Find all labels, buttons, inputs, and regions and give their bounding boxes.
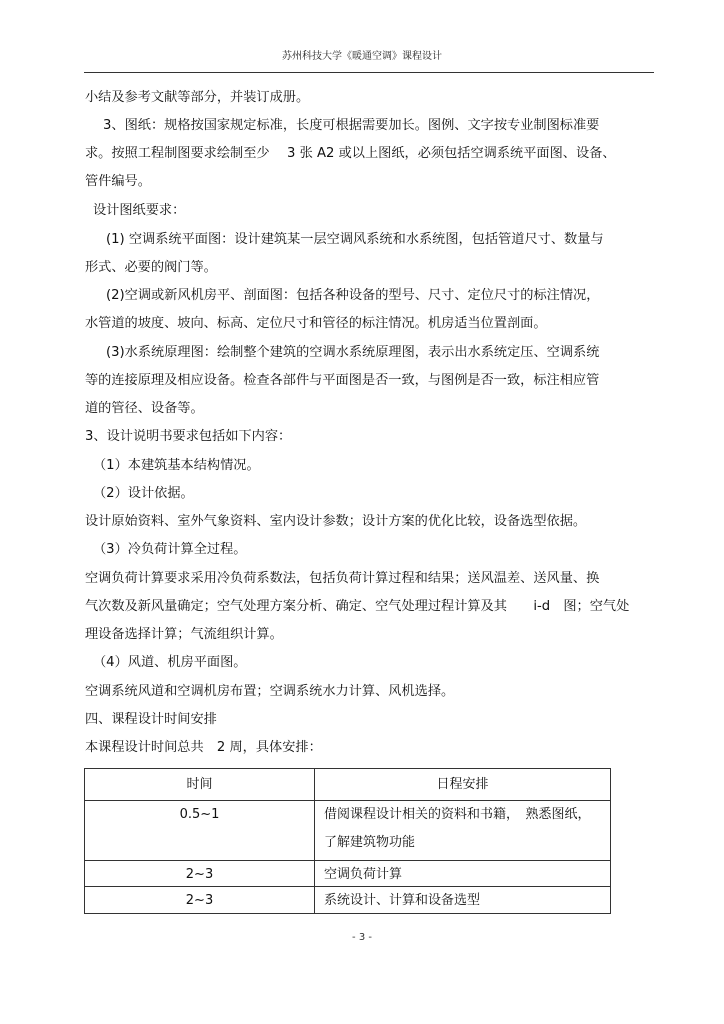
page-header: 苏州科技大学《暖通空调》课程设计 [282,51,442,62]
body-line: 道的管径、设备等。 [85,401,204,416]
plan-text: 借阅课程设计相关的资料和书籍， 熟悉图纸， [324,807,591,823]
body-line: 空调负荷计算要求采用冷负荷系数法，包括负荷计算过程和结果；送风温差、送风量、换 [85,571,600,586]
body-line: （4）风道、机房平面图。 [93,655,247,670]
table-header-row [85,769,611,801]
time-cell: 2~3 [85,860,315,887]
body-line: (2)空调或新风机房平、剖面图：包括各种设备的型号、尺寸、定位尺寸的标注情况， [106,288,600,303]
body-line: (1) 空调系统平面图：设计建筑某一层空调风系统和水系统图，包括管道尺寸、数量与 [106,232,604,247]
time-cell: 0.5~1 [85,801,315,861]
page-number: - 3 - [352,932,372,943]
plan-cell [315,801,611,861]
table-row [85,860,611,887]
column-header-plan: 日程安排 [315,769,611,801]
column-header-time: 时间 [85,769,315,801]
body-line: (3)水系统原理图：绘制整个建筑的空调水系统原理图，表示出水系统定压、空调系统 [106,345,600,360]
body-line: 等的连接原理及相应设备。检查各部件与平面图是否一致，与图例是否一致，标注相应管 [85,373,600,388]
header-divider [84,72,654,73]
body-line: 理设备选择计算；气流组织计算。 [85,627,283,642]
body-line: 小结及参考文献等部分，并装订成册。 [85,90,310,105]
plan-text: 了解建筑物功能 [324,835,416,851]
plan-text: 系统设计、计算和设备选型 [324,893,481,909]
plan-cell [315,860,611,887]
body-line: （3）冷负荷计算全过程。 [93,542,247,557]
table-row [85,801,611,861]
body-line: 本课程设计时间总共 2 周，具体安排： [85,740,322,755]
body-line: 形式、必要的阀门等。 [85,260,217,275]
body-line: 空调系统风道和空调机房布置；空调系统水力计算、风机选择。 [85,684,455,699]
body-line: 设计原始资料、室外气象资料、室内设计参数；设计方案的优化比较，设备选型依据。 [85,514,587,529]
body-line: 3、图纸：规格按国家规定标准，长度可根据需要加长。图例、文字按专业制图标准要 [103,118,600,133]
time-cell: 2~3 [85,887,315,914]
table-row [85,887,611,914]
body-line: 水管道的坡度、坡向、标高、定位尺寸和管径的标注情况。机房适当位置剖面。 [85,316,547,331]
body-line: 设计图纸要求： [93,203,186,218]
plan-text: 空调负荷计算 [324,866,403,882]
body-line: 求。按照工程制图要求绘制至少 3 张 A2 或以上图纸，必须包括空调系统平面图、设备、 [85,146,616,161]
schedule-table [84,768,611,914]
body-line: （2）设计依据。 [93,486,194,501]
body-line: 管件编号。 [85,174,151,189]
body-line: （1）本建筑基本结构情况。 [93,458,260,473]
body-line: 气次数及新风量确定；空气处理方案分析、确定、空气处理过程计算及其 i-d 图；空气处 [85,599,630,614]
body-line: 四、课程设计时间安排 [85,712,217,727]
body-line: 3、设计说明书要求包括如下内容： [85,429,292,444]
plan-cell [315,887,611,914]
